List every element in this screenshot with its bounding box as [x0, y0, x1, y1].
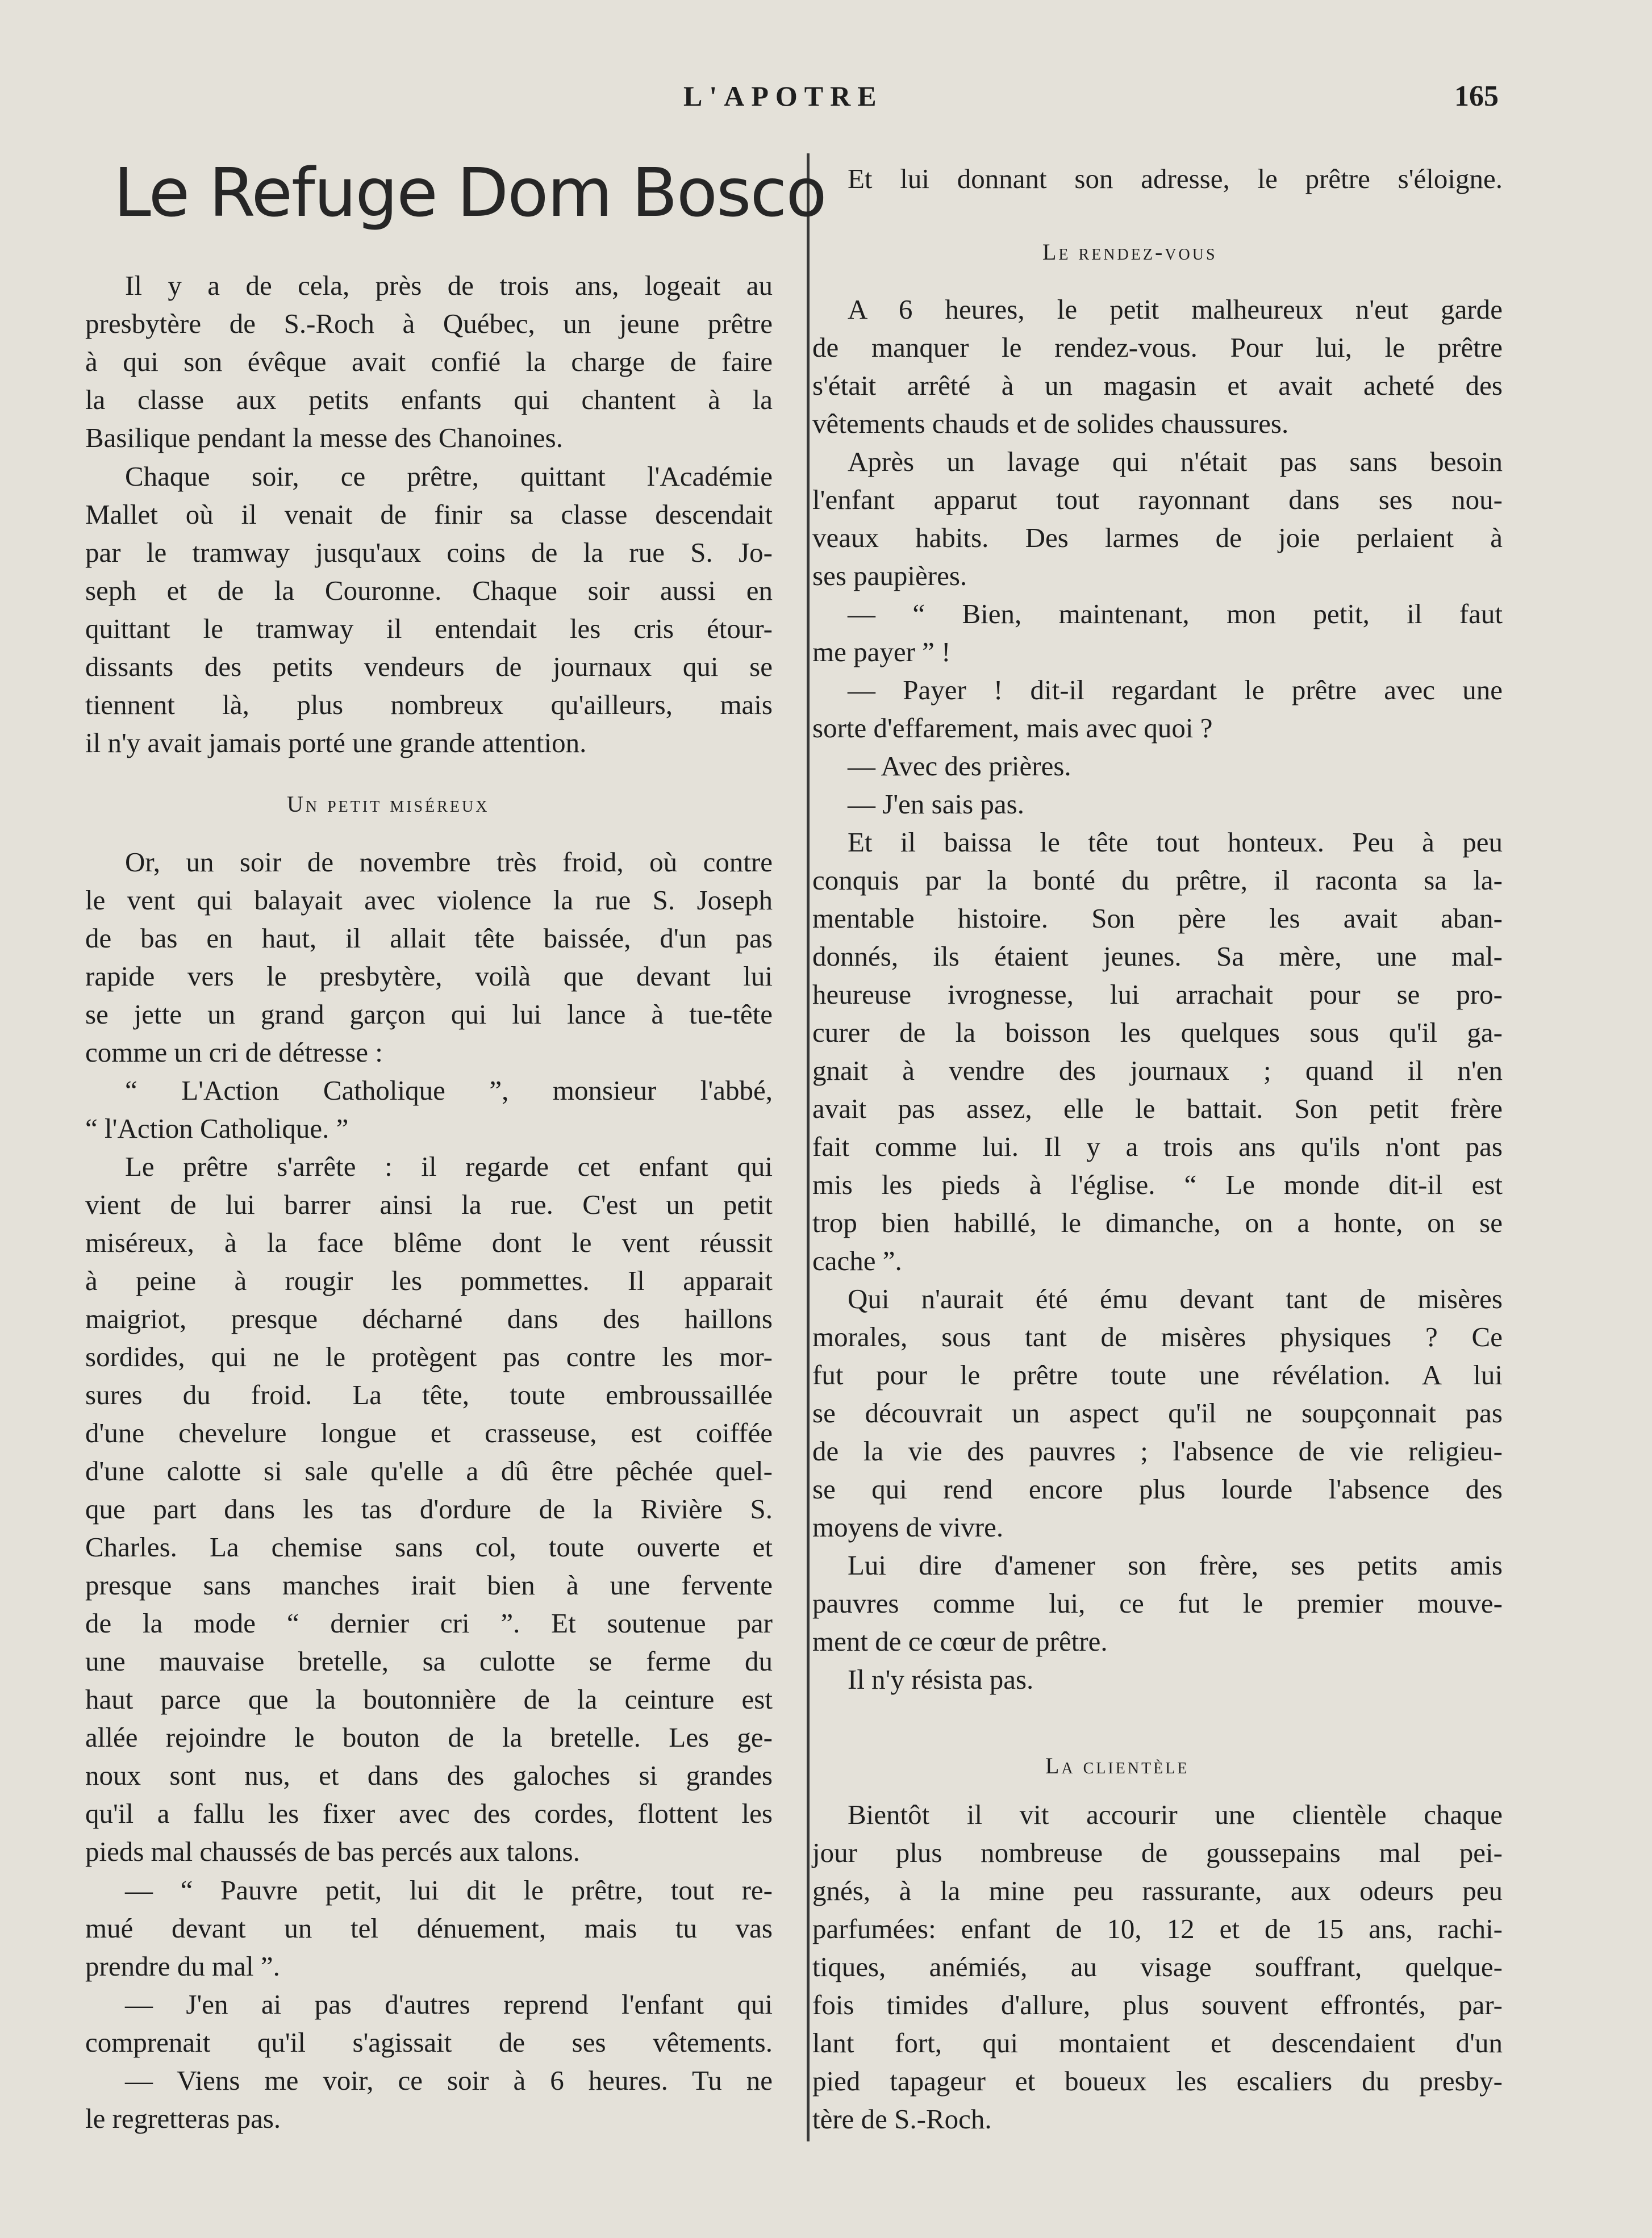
left-column-text-line: la classe aux petits enfants qui chantent à la — [85, 384, 773, 415]
left-column-text-line: quittant le tramway il entendait les cris étour- — [85, 613, 773, 644]
left-column-text-line: il n'y avait jamais porté une grande attention. — [85, 727, 587, 758]
right-column-text-line: — Payer ! dit-il regardant le prêtre avec une — [848, 674, 1503, 705]
right-column-text-line: moyens de vivre. — [812, 1512, 1004, 1543]
right-column-text-line: A 6 heures, le petit malheureux n'eut garde — [848, 294, 1503, 325]
right-column-text-line: me payer ” ! — [812, 636, 951, 667]
left-column-text-line: presbytère de S.-Roch à Québec, un jeune prêtre — [85, 308, 773, 339]
left-column-text-line: “ L'Action Catholique ”, monsieur l'abbé, — [125, 1075, 773, 1106]
section-heading-le-rendez-vous: Le rendez-vous — [1042, 239, 1217, 265]
right-column-text-line: s'était arrêté à un magasin et avait acheté des — [812, 370, 1503, 401]
left-column-text-line: de la mode “ dernier cri ”. Et soutenue par — [85, 1607, 773, 1639]
right-column-text-line: curer de la boisson les quelques sous qu'il ga- — [812, 1017, 1503, 1048]
right-column-text-line: gnés, à la mine peu rassurante, aux odeurs peu — [812, 1875, 1503, 1906]
left-column-text-line: sures du froid. La tête, toute embroussaillée — [85, 1379, 773, 1410]
left-column-text-line: maigriot, presque décharné dans des haillons — [85, 1303, 773, 1334]
right-column-text-line: fait comme lui. Il y a trois ans qu'ils n'ont pas — [812, 1131, 1503, 1162]
right-column-text-line: — “ Bien, maintenant, mon petit, il faut — [848, 598, 1503, 629]
left-column-text-line: prendre du mal ”. — [85, 1951, 280, 1982]
right-column-text-line: Qui n'aurait été ému devant tant de misères — [848, 1283, 1503, 1314]
right-column-text-line: Il n'y résista pas. — [848, 1664, 1034, 1695]
right-column-text-line: sorte d'effarement, mais avec quoi ? — [812, 712, 1213, 744]
right-column-text-line: ment de ce cœur de prêtre. — [812, 1626, 1108, 1657]
left-column-text-line: d'une calotte si sale qu'elle a dû être pêchée quel- — [85, 1455, 773, 1487]
right-column-text-line: donnés, ils étaient jeunes. Sa mère, une mal- — [812, 941, 1503, 972]
section-heading-un-petit-misereux: Un petit miséreux — [287, 791, 490, 817]
left-column-text-line: d'une chevelure longue et crasseuse, est coiffée — [85, 1417, 773, 1448]
left-column-text-line: haut parce que la boutonnière de la ceinture est — [85, 1684, 773, 1715]
right-column-text-line: mis les pieds à l'église. “ Le monde dit-il est — [812, 1169, 1503, 1200]
right-column-text-line: tère de S.-Roch. — [812, 2103, 992, 2135]
right-column-text-line: Après un lavage qui n'était pas sans besoin — [848, 446, 1503, 477]
right-column-text-line: se découvrait un aspect qu'il ne soupçonnait pas — [812, 1397, 1503, 1429]
left-column-text-line: Basilique pendant la messe des Chanoines. — [85, 422, 563, 453]
right-column-text-line: veaux habits. Des larmes de joie perlaient à — [812, 522, 1503, 553]
right-column-text-line: conquis par la bonté du prêtre, il raconta sa la- — [812, 865, 1503, 896]
left-column-text-line: par le tramway jusqu'aux coins de la rue S. Jo- — [85, 537, 773, 568]
left-column-text-line: — Viens me voir, ce soir à 6 heures. Tu ne — [125, 2065, 773, 2096]
left-column-text-line: mué devant un tel dénuement, mais tu vas — [85, 1913, 773, 1944]
right-column-text-line: fois timides d'allure, plus souvent effrontés, par- — [812, 1989, 1503, 2020]
left-column-text-line: se jette un grand garçon qui lui lance à tue-tête — [85, 999, 773, 1030]
right-column-text-line: — Avec des prières. — [848, 750, 1071, 782]
left-column-text-line: allée rejoindre le bouton de la bretelle. Les ge- — [85, 1722, 773, 1753]
right-column-text-line: vêtements chauds et de solides chaussures. — [812, 408, 1289, 439]
left-column-text-line: de bas en haut, il allait tête baissée, d'un pas — [85, 922, 773, 954]
right-column-text-line: Et lui donnant son adresse, le prêtre s'éloigne. — [848, 163, 1503, 194]
left-column-text-line: que part dans les tas d'ordure de la Rivière S. — [85, 1493, 773, 1525]
right-column-text-line: morales, sous tant de misères physiques ? Ce — [812, 1321, 1503, 1352]
column-divider — [807, 153, 810, 2141]
left-column-text-line: qu'il a fallu les fixer avec des cordes, flottent les — [85, 1798, 773, 1829]
right-column-text-line: gnait à vendre des journaux ; quand il n'en — [812, 1055, 1503, 1086]
left-column-text-line: Or, un soir de novembre très froid, où contre — [125, 846, 773, 878]
right-column-text-line: de la vie des pauvres ; l'absence de vie religieu- — [812, 1435, 1503, 1467]
left-column-text-line: Mallet où il venait de finir sa classe descendait — [85, 499, 773, 530]
article-title: Le Refuge Dom Bosco — [114, 153, 826, 232]
right-column-text-line: tiques, anémiés, au visage souffrant, quelque- — [812, 1951, 1503, 1982]
right-column-text-line: Bientôt il vit accourir une clientèle chaque — [848, 1799, 1503, 1830]
right-column-text-line: parfumées: enfant de 10, 12 et de 15 ans, rachi- — [812, 1913, 1503, 1944]
left-column-text-line: “ l'Action Catholique. ” — [85, 1113, 349, 1144]
left-column-text-line: à peine à rougir les pommettes. Il apparait — [85, 1265, 773, 1296]
left-column-text-line: comprenait qu'il s'agissait de ses vêtements. — [85, 2027, 773, 2058]
right-column-text-line: mentable histoire. Son père les avait aban- — [812, 903, 1503, 934]
left-column-text-line: Le prêtre s'arrête : il regarde cet enfant qui — [125, 1151, 773, 1182]
right-column-text-line: pied tapageur et boueux les escaliers du presby- — [812, 2065, 1503, 2097]
right-column-text-line: lant fort, qui montaient et descendaient d'un — [812, 2027, 1503, 2059]
left-column-text-line: Charles. La chemise sans col, toute ouverte et — [85, 1531, 773, 1563]
left-column-text-line: une mauvaise bretelle, sa culotte se ferme du — [85, 1646, 773, 1677]
left-column-text-line: miséreux, à la face blême dont le vent réussit — [85, 1227, 773, 1258]
right-column-text-line: fut pour le prêtre toute une révélation. A lui — [812, 1359, 1503, 1391]
right-column-text-line: de manquer le rendez-vous. Pour lui, le prêtre — [812, 332, 1503, 363]
right-column-text-line: — J'en sais pas. — [848, 788, 1024, 820]
left-column-text-line: le regretteras pas. — [85, 2103, 281, 2134]
left-column-text-line: sordides, qui ne le protègent pas contre les mor- — [85, 1341, 773, 1372]
right-column-text-line: jour plus nombreuse de goussepains mal pei- — [812, 1837, 1503, 1868]
right-column-text-line: cache ”. — [812, 1245, 902, 1276]
right-column-text-line: l'enfant apparut tout rayonnant dans ses nou- — [812, 484, 1503, 515]
right-column-text-line: heureuse ivrognesse, lui arrachait pour se pro- — [812, 979, 1503, 1010]
left-column-text-line: à qui son évêque avait confié la charge de faire — [85, 346, 773, 377]
right-column-text-line: se qui rend encore plus lourde l'absence des — [812, 1473, 1503, 1505]
left-column-text-line: comme un cri de détresse : — [85, 1037, 383, 1068]
left-column-text-line: — J'en ai pas d'autres reprend l'enfant qui — [125, 1989, 773, 2020]
right-column-text-line: pauvres comme lui, ce fut le premier mouve- — [812, 1588, 1503, 1619]
left-column-text-line: le vent qui balayait avec violence la rue S. Joseph — [85, 884, 773, 916]
left-column-text-line: noux sont nus, et dans des galoches si grandes — [85, 1760, 773, 1791]
right-column-text-line: Lui dire d'amener son frère, ses petits amis — [848, 1550, 1503, 1581]
page-number: 165 — [1454, 80, 1499, 112]
left-column-text-line: vient de lui barrer ainsi la rue. C'est un petit — [85, 1189, 773, 1220]
left-column-text-line: presque sans manches irait bien à une fervente — [85, 1569, 773, 1601]
left-column-text-line: pieds mal chaussés de bas percés aux talons. — [85, 1836, 580, 1867]
left-column-text-line: Chaque soir, ce prêtre, quittant l'Académie — [125, 461, 773, 492]
right-column-text-line: trop bien habillé, le dimanche, on a honte, on se — [812, 1207, 1503, 1238]
left-column-text-line: rapide vers le presbytère, voilà que devant lui — [85, 961, 773, 992]
left-column-text-line: — “ Pauvre petit, lui dit le prêtre, tout re- — [125, 1874, 773, 1906]
right-column-text-line: ses paupières. — [812, 560, 967, 591]
right-column-text-line: avait pas assez, elle le battait. Son petit frère — [812, 1093, 1503, 1124]
running-title: L'APOTRE — [683, 80, 883, 112]
left-column-text-line: seph et de la Couronne. Chaque soir aussi en — [85, 575, 773, 606]
section-heading-la-clientele: La clientèle — [1045, 1753, 1190, 1778]
left-column-text-line: tiennent là, plus nombreux qu'ailleurs, mais — [85, 689, 773, 720]
left-column-text-line: Il y a de cela, près de trois ans, logeait au — [125, 270, 773, 301]
left-column-text-line: dissants des petits vendeurs de journaux qui se — [85, 651, 773, 682]
right-column-text-line: Et il baissa le tête tout honteux. Peu à peu — [848, 826, 1503, 858]
